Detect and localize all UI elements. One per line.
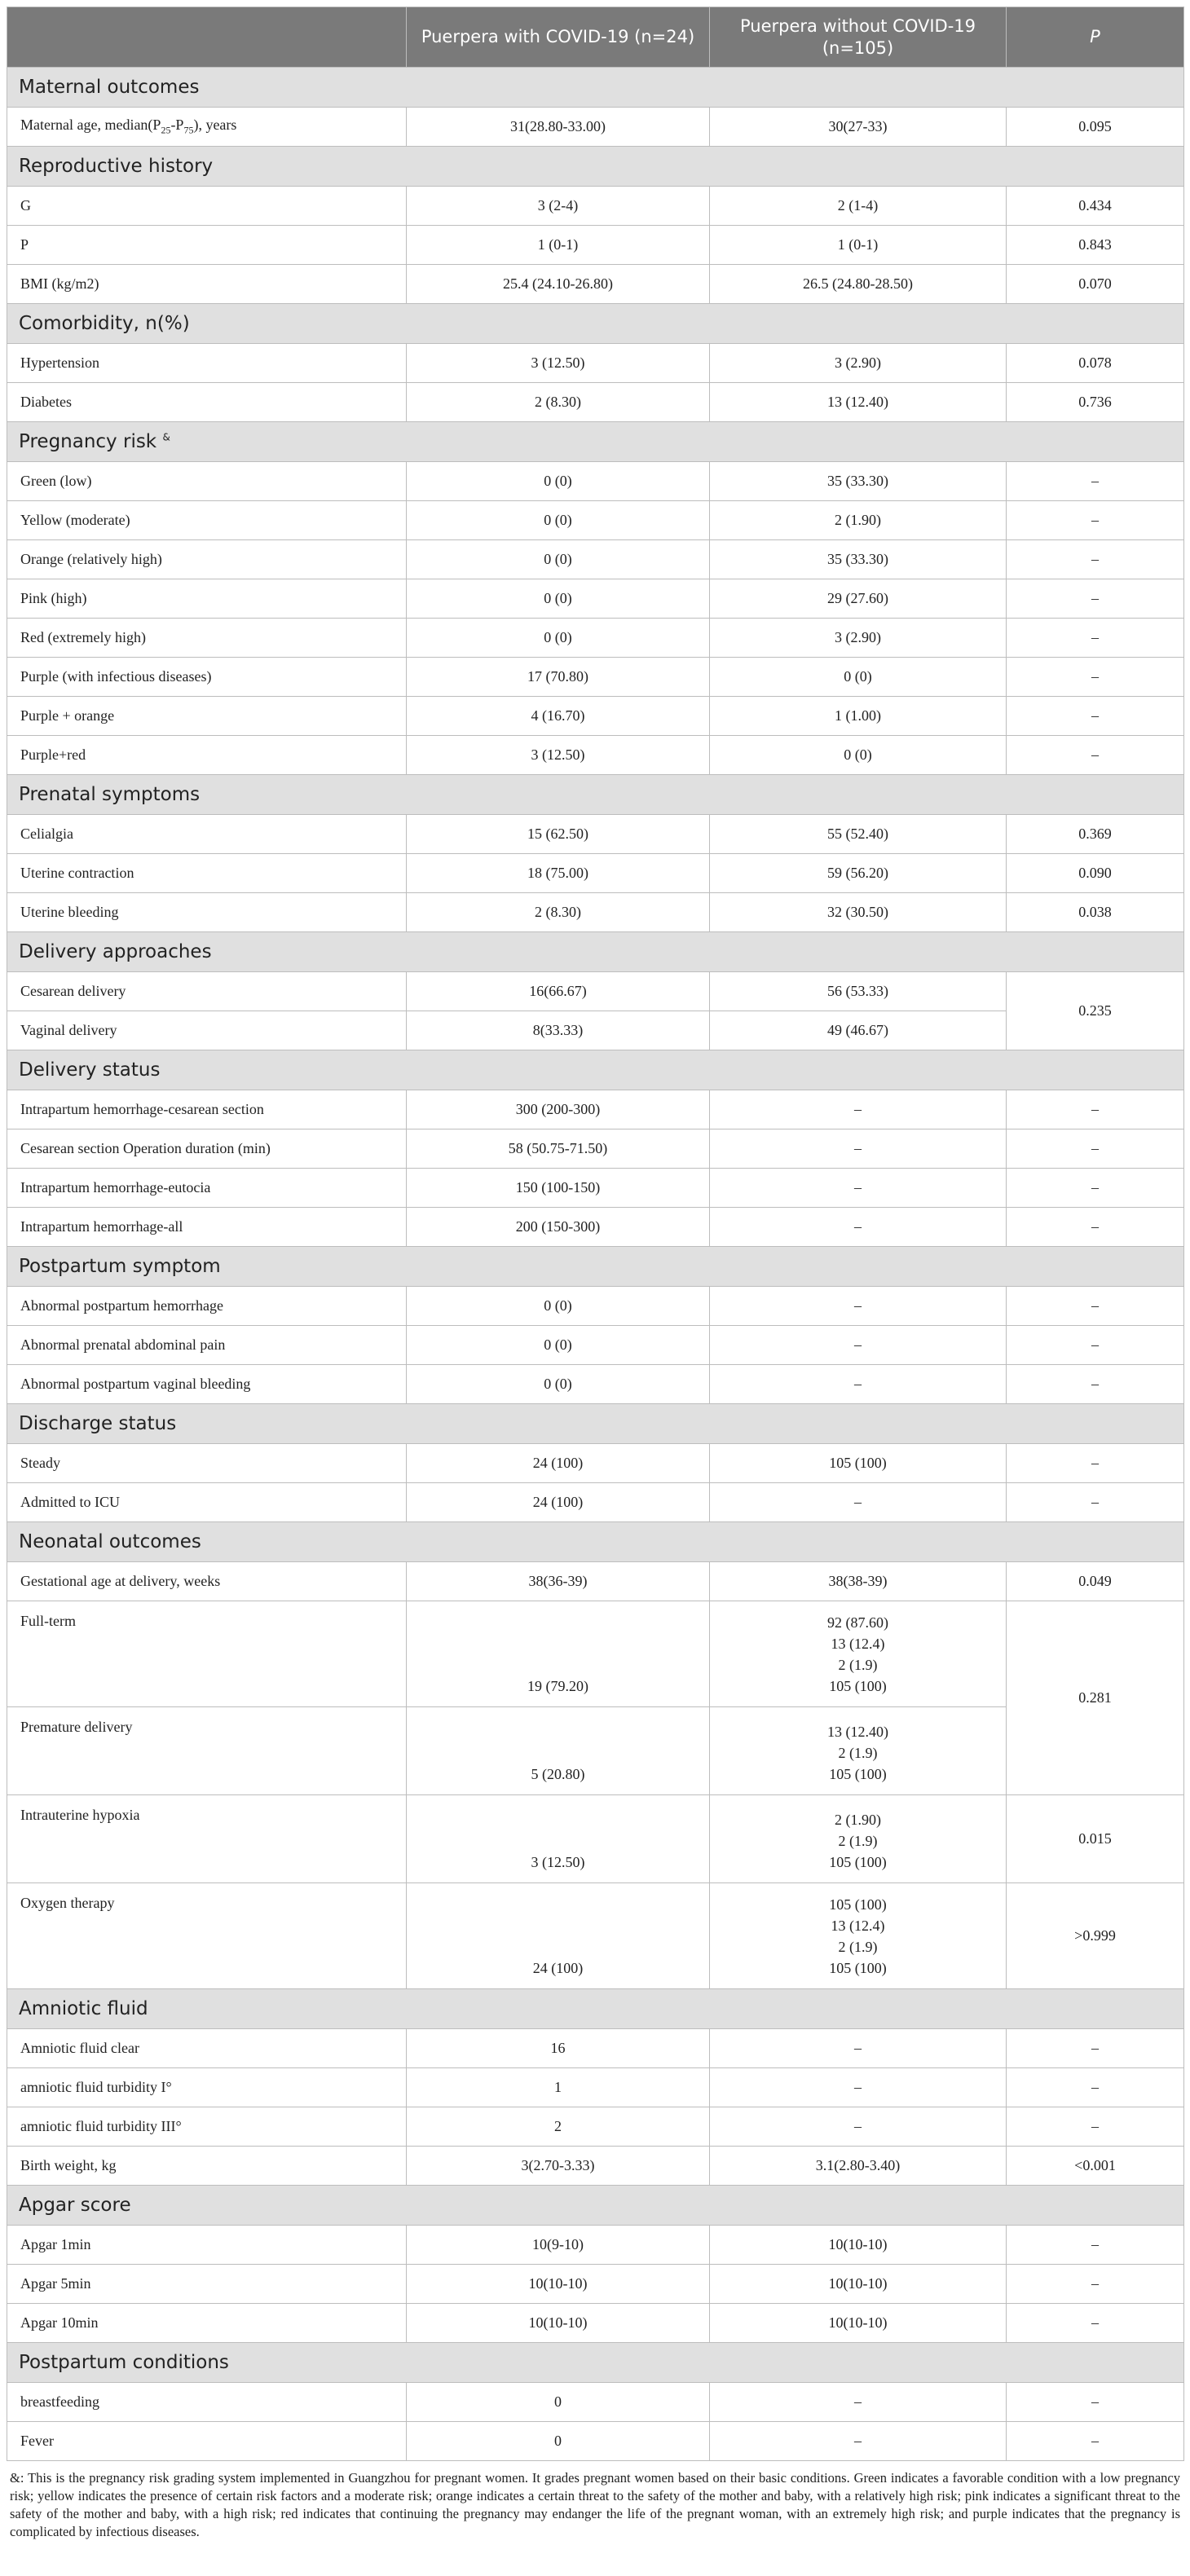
value-line: 2 (1.9) xyxy=(838,1833,878,1849)
p-value: 0.015 xyxy=(1007,1795,1184,1883)
p-value: – xyxy=(1007,1129,1184,1169)
value-line: 2 (1.90) xyxy=(835,1812,881,1828)
footnote-mark: & xyxy=(162,431,170,443)
covid-value: 0 xyxy=(407,2422,710,2461)
table-row xyxy=(7,2068,1184,2107)
p-value: 0.090 xyxy=(1007,854,1184,893)
section-title: Postpartum symptom xyxy=(7,1247,1184,1287)
no-covid-value: – xyxy=(710,2029,1007,2068)
covid-value: 0 (0) xyxy=(407,1287,710,1326)
table-row xyxy=(7,736,1184,775)
no-covid-value: 49 (46.67) xyxy=(710,1011,1007,1050)
table-row xyxy=(7,462,1184,501)
section-title: Delivery approaches xyxy=(7,932,1184,972)
row-label: amniotic fluid turbidity III° xyxy=(7,2107,407,2147)
p-value: – xyxy=(1007,736,1184,775)
covid-value: 18 (75.00) xyxy=(407,854,710,893)
no-covid-value: – xyxy=(710,2383,1007,2422)
p-value: – xyxy=(1007,1365,1184,1404)
no-covid-value: 3 (2.90) xyxy=(710,344,1007,383)
section-title: Discharge status xyxy=(7,1404,1184,1444)
header-no-covid: Puerpera without COVID-19 (n=105) xyxy=(710,7,1007,68)
covid-value: 0 (0) xyxy=(407,462,710,501)
table-row xyxy=(7,1090,1184,1129)
section-header xyxy=(7,1050,1184,1090)
no-covid-value xyxy=(710,1795,1007,1883)
covid-value: 17 (70.80) xyxy=(407,658,710,697)
table-row xyxy=(7,658,1184,697)
table-header-row xyxy=(7,7,1184,68)
p-value: 0.049 xyxy=(1007,1562,1184,1601)
table-row xyxy=(7,108,1184,147)
p-value: – xyxy=(1007,1483,1184,1522)
no-covid-value: 0 (0) xyxy=(710,736,1007,775)
table-row xyxy=(7,1287,1184,1326)
label-part: Maternal age, median(P xyxy=(20,117,161,134)
p-value: – xyxy=(1007,501,1184,540)
p-value: 0.070 xyxy=(1007,265,1184,304)
p-value: – xyxy=(1007,462,1184,501)
table-row xyxy=(7,815,1184,854)
p-value: – xyxy=(1007,2029,1184,2068)
no-covid-value: 56 (53.33) xyxy=(710,972,1007,1011)
row-label: Yellow (moderate) xyxy=(7,501,407,540)
no-covid-value: – xyxy=(710,1326,1007,1365)
no-covid-value: 30(27-33) xyxy=(710,108,1007,147)
section-header xyxy=(7,932,1184,972)
section-header xyxy=(7,2343,1184,2383)
covid-value: 3(2.70-3.33) xyxy=(407,2147,710,2186)
covid-value: 2 xyxy=(407,2107,710,2147)
section-title: Neonatal outcomes xyxy=(7,1522,1184,1562)
covid-value: 0 (0) xyxy=(407,579,710,619)
no-covid-value: – xyxy=(710,1483,1007,1522)
no-covid-value: 13 (12.40) xyxy=(710,383,1007,422)
value-line: 105 (100) xyxy=(829,1854,887,1870)
covid-value: 1 xyxy=(407,2068,710,2107)
table-row xyxy=(7,383,1184,422)
p-value: – xyxy=(1007,2422,1184,2461)
no-covid-value: 0 (0) xyxy=(710,658,1007,697)
p-value: – xyxy=(1007,1169,1184,1208)
row-label: Apgar 10min xyxy=(7,2304,407,2343)
row-label: Hypertension xyxy=(7,344,407,383)
table-row xyxy=(7,226,1184,265)
no-covid-value: 2 (1-4) xyxy=(710,187,1007,226)
table-row xyxy=(7,265,1184,304)
p-value: – xyxy=(1007,540,1184,579)
section-title: Amniotic fluid xyxy=(7,1989,1184,2029)
table-row xyxy=(7,2029,1184,2068)
covid-value: 0 (0) xyxy=(407,1365,710,1404)
data-table xyxy=(7,7,1184,2461)
covid-value: 0 (0) xyxy=(407,540,710,579)
header-p: P xyxy=(1007,7,1184,68)
covid-value: 8(33.33) xyxy=(407,1011,710,1050)
covid-value: 2 (8.30) xyxy=(407,383,710,422)
covid-value: 3 (12.50) xyxy=(407,736,710,775)
no-covid-value: 2 (1.90) xyxy=(710,501,1007,540)
no-covid-value: 59 (56.20) xyxy=(710,854,1007,893)
no-covid-value xyxy=(710,1883,1007,1989)
section-header xyxy=(7,147,1184,187)
covid-value: 0 (0) xyxy=(407,1326,710,1365)
section-header xyxy=(7,1522,1184,1562)
no-covid-value: 3 (2.90) xyxy=(710,619,1007,658)
header-covid: Puerpera with COVID-19 (n=24) xyxy=(407,7,710,68)
p-value: 0.078 xyxy=(1007,344,1184,383)
p-value: – xyxy=(1007,1444,1184,1483)
row-label: P xyxy=(7,226,407,265)
covid-value: 0 xyxy=(407,2383,710,2422)
no-covid-value: 105 (100) xyxy=(710,1444,1007,1483)
table-row xyxy=(7,1365,1184,1404)
p-value: – xyxy=(1007,2383,1184,2422)
no-covid-value: 35 (33.30) xyxy=(710,462,1007,501)
p-value: 0.369 xyxy=(1007,815,1184,854)
table-row xyxy=(7,1562,1184,1601)
no-covid-value: – xyxy=(710,2422,1007,2461)
no-covid-value: 10(10-10) xyxy=(710,2265,1007,2304)
covid-value: 58 (50.75-71.50) xyxy=(407,1129,710,1169)
p-value: – xyxy=(1007,2226,1184,2265)
row-label: Abnormal postpartum vaginal bleeding xyxy=(7,1365,407,1404)
table-row xyxy=(7,2265,1184,2304)
table-container xyxy=(7,7,1183,2541)
section-header xyxy=(7,304,1184,344)
row-label: Purple + orange xyxy=(7,697,407,736)
section-header xyxy=(7,2186,1184,2226)
p-value: <0.001 xyxy=(1007,2147,1184,2186)
row-label: Fever xyxy=(7,2422,407,2461)
row-label: Pink (high) xyxy=(7,579,407,619)
section-title: Comorbidity, n(%) xyxy=(7,304,1184,344)
label-sub: 25 xyxy=(161,124,171,136)
section-header xyxy=(7,68,1184,108)
row-label: Celialgia xyxy=(7,815,407,854)
row-label: Intrauterine hypoxia xyxy=(7,1795,407,1883)
p-value: – xyxy=(1007,2304,1184,2343)
row-label xyxy=(7,108,407,147)
p-value: 0.281 xyxy=(1007,1601,1184,1795)
row-label: Full-term xyxy=(7,1601,407,1707)
covid-value: 200 (150-300) xyxy=(407,1208,710,1247)
row-label: Cesarean section Operation duration (min) xyxy=(7,1129,407,1169)
section-title: Prenatal symptoms xyxy=(7,775,1184,815)
covid-value: 0 (0) xyxy=(407,501,710,540)
no-covid-value: 29 (27.60) xyxy=(710,579,1007,619)
value-line: 2 (1.9) xyxy=(838,1939,878,1955)
section-header xyxy=(7,1989,1184,2029)
row-label: Gestational age at delivery, weeks xyxy=(7,1562,407,1601)
row-label: Intrapartum hemorrhage-cesarean section xyxy=(7,1090,407,1129)
p-value: 0.736 xyxy=(1007,383,1184,422)
header-blank xyxy=(7,7,407,68)
table-row xyxy=(7,2107,1184,2147)
row-label: Purple (with infectious diseases) xyxy=(7,658,407,697)
section-header xyxy=(7,422,1184,462)
no-covid-value xyxy=(710,1601,1007,1707)
table-row xyxy=(7,579,1184,619)
row-label: BMI (kg/m2) xyxy=(7,265,407,304)
row-label: Apgar 1min xyxy=(7,2226,407,2265)
covid-value: 300 (200-300) xyxy=(407,1090,710,1129)
no-covid-value: 1 (1.00) xyxy=(710,697,1007,736)
p-value: >0.999 xyxy=(1007,1883,1184,1989)
no-covid-value: 10(10-10) xyxy=(710,2304,1007,2343)
no-covid-value: – xyxy=(710,1169,1007,1208)
row-label: Green (low) xyxy=(7,462,407,501)
p-value: 0.235 xyxy=(1007,972,1184,1050)
row-label: Abnormal postpartum hemorrhage xyxy=(7,1287,407,1326)
row-label: Admitted to ICU xyxy=(7,1483,407,1522)
p-value: – xyxy=(1007,1287,1184,1326)
table-row xyxy=(7,1326,1184,1365)
section-header xyxy=(7,1404,1184,1444)
value-line: 2 (1.9) xyxy=(838,1745,878,1761)
table-row xyxy=(7,2226,1184,2265)
table-row xyxy=(7,1601,1184,1707)
p-value: – xyxy=(1007,697,1184,736)
p-value: 0.095 xyxy=(1007,108,1184,147)
covid-value: 16(66.67) xyxy=(407,972,710,1011)
row-label: Birth weight, kg xyxy=(7,2147,407,2186)
value-line: 105 (100) xyxy=(829,1678,887,1694)
value-line: 2 (1.9) xyxy=(838,1657,878,1673)
label-sub: 75 xyxy=(183,124,194,136)
row-label: breastfeeding xyxy=(7,2383,407,2422)
covid-value: 3 (12.50) xyxy=(407,344,710,383)
covid-value: 5 (20.80) xyxy=(407,1707,710,1795)
section-title: Maternal outcomes xyxy=(7,68,1184,108)
label-part: ), years xyxy=(193,117,237,134)
row-label: Apgar 5min xyxy=(7,2265,407,2304)
no-covid-value xyxy=(710,1707,1007,1795)
value-line: 92 (87.60) xyxy=(827,1614,888,1631)
row-label: Premature delivery xyxy=(7,1707,407,1795)
row-label: Amniotic fluid clear xyxy=(7,2029,407,2068)
covid-value: 24 (100) xyxy=(407,1883,710,1989)
value-line: 13 (12.4) xyxy=(831,1918,885,1934)
row-label: Oxygen therapy xyxy=(7,1883,407,1989)
p-value: – xyxy=(1007,2107,1184,2147)
table-row xyxy=(7,893,1184,932)
table-row xyxy=(7,344,1184,383)
table-row xyxy=(7,2422,1184,2461)
covid-value: 10(10-10) xyxy=(407,2265,710,2304)
label-part: -P xyxy=(170,117,184,134)
row-label: Cesarean delivery xyxy=(7,972,407,1011)
no-covid-value: 38(38-39) xyxy=(710,1562,1007,1601)
no-covid-value: – xyxy=(710,1129,1007,1169)
table-row xyxy=(7,972,1184,1011)
table-row xyxy=(7,540,1184,579)
row-label: Diabetes xyxy=(7,383,407,422)
covid-value: 24 (100) xyxy=(407,1483,710,1522)
p-value: – xyxy=(1007,658,1184,697)
section-header xyxy=(7,1247,1184,1287)
row-label: Red (extremely high) xyxy=(7,619,407,658)
p-value: 0.843 xyxy=(1007,226,1184,265)
no-covid-value: – xyxy=(710,1208,1007,1247)
table-row xyxy=(7,854,1184,893)
p-value: – xyxy=(1007,1208,1184,1247)
covid-value: 10(10-10) xyxy=(407,2304,710,2343)
covid-value: 16 xyxy=(407,2029,710,2068)
table-row xyxy=(7,1129,1184,1169)
value-line: 105 (100) xyxy=(829,1960,887,1976)
value-line: 13 (12.40) xyxy=(827,1724,888,1740)
no-covid-value: – xyxy=(710,1287,1007,1326)
p-value: – xyxy=(1007,579,1184,619)
table-row xyxy=(7,2147,1184,2186)
value-line: 13 (12.4) xyxy=(831,1636,885,1652)
row-label: G xyxy=(7,187,407,226)
row-label: Uterine contraction xyxy=(7,854,407,893)
row-label: Vaginal delivery xyxy=(7,1011,407,1050)
no-covid-value: 55 (52.40) xyxy=(710,815,1007,854)
covid-value: 2 (8.30) xyxy=(407,893,710,932)
row-label: Intrapartum hemorrhage-all xyxy=(7,1208,407,1247)
covid-value: 3 (12.50) xyxy=(407,1795,710,1883)
no-covid-value: 35 (33.30) xyxy=(710,540,1007,579)
covid-value: 3 (2-4) xyxy=(407,187,710,226)
section-title: Postpartum conditions xyxy=(7,2343,1184,2383)
covid-value: 4 (16.70) xyxy=(407,697,710,736)
table-row xyxy=(7,187,1184,226)
row-label: Orange (relatively high) xyxy=(7,540,407,579)
p-value: 0.038 xyxy=(1007,893,1184,932)
value-line: 105 (100) xyxy=(829,1766,887,1782)
table-footnote: &: This is the pregnancy risk grading system implemented in Guangzhou for pregnant women. It grades pregnant women based on their basic conditions. Green indicates a favorable condition with a low pregnancy risk; yellow indicates the presence of certain risk factors and a moderate risk; orange indicates a certain threat to the safety of the mother and baby, with a relatively high risk; pink indicates a significant threat to the safety of the mother and baby, with a high risk; red indicates that continuing the pregnancy may endanger the life of the pregnant woman, with an extremely high risk; and purple indicates that the pregnancy is complicated by infectious diseases. xyxy=(10,2470,1180,2539)
p-value: – xyxy=(1007,1326,1184,1365)
section-title: Reproductive history xyxy=(7,147,1184,187)
table-row xyxy=(7,2304,1184,2343)
value-line: 105 (100) xyxy=(829,1896,887,1913)
row-label: amniotic fluid turbidity I° xyxy=(7,2068,407,2107)
p-value: – xyxy=(1007,2068,1184,2107)
section-title xyxy=(7,422,1184,462)
row-label: Purple+red xyxy=(7,736,407,775)
no-covid-value: 3.1(2.80-3.40) xyxy=(710,2147,1007,2186)
table-row xyxy=(7,1444,1184,1483)
table-row xyxy=(7,1169,1184,1208)
no-covid-value: – xyxy=(710,2107,1007,2147)
section-title-text: Pregnancy risk xyxy=(19,431,157,452)
table-row xyxy=(7,2383,1184,2422)
row-label: Uterine bleeding xyxy=(7,893,407,932)
covid-value: 19 (79.20) xyxy=(407,1601,710,1707)
table-row xyxy=(7,501,1184,540)
p-value: – xyxy=(1007,619,1184,658)
table-row xyxy=(7,1208,1184,1247)
no-covid-value: 1 (0-1) xyxy=(710,226,1007,265)
no-covid-value: – xyxy=(710,1365,1007,1404)
covid-value: 0 (0) xyxy=(407,619,710,658)
covid-value: 15 (62.50) xyxy=(407,815,710,854)
covid-value: 31(28.80-33.00) xyxy=(407,108,710,147)
table-row xyxy=(7,1795,1184,1883)
row-label: Abnormal prenatal abdominal pain xyxy=(7,1326,407,1365)
p-value: – xyxy=(1007,2265,1184,2304)
covid-value: 1 (0-1) xyxy=(407,226,710,265)
covid-value: 10(9-10) xyxy=(407,2226,710,2265)
no-covid-value: – xyxy=(710,1090,1007,1129)
no-covid-value: 32 (30.50) xyxy=(710,893,1007,932)
table-row xyxy=(7,1883,1184,1989)
covid-value: 24 (100) xyxy=(407,1444,710,1483)
row-label: Steady xyxy=(7,1444,407,1483)
covid-value: 38(36-39) xyxy=(407,1562,710,1601)
no-covid-value: – xyxy=(710,2068,1007,2107)
p-value: – xyxy=(1007,1090,1184,1129)
section-header xyxy=(7,775,1184,815)
table-row xyxy=(7,619,1184,658)
section-title: Delivery status xyxy=(7,1050,1184,1090)
covid-value: 150 (100-150) xyxy=(407,1169,710,1208)
p-value: 0.434 xyxy=(1007,187,1184,226)
no-covid-value: 26.5 (24.80-28.50) xyxy=(710,265,1007,304)
covid-value: 25.4 (24.10-26.80) xyxy=(407,265,710,304)
table-row xyxy=(7,1483,1184,1522)
section-title: Apgar score xyxy=(7,2186,1184,2226)
table-row xyxy=(7,697,1184,736)
no-covid-value: 10(10-10) xyxy=(710,2226,1007,2265)
row-label: Intrapartum hemorrhage-eutocia xyxy=(7,1169,407,1208)
